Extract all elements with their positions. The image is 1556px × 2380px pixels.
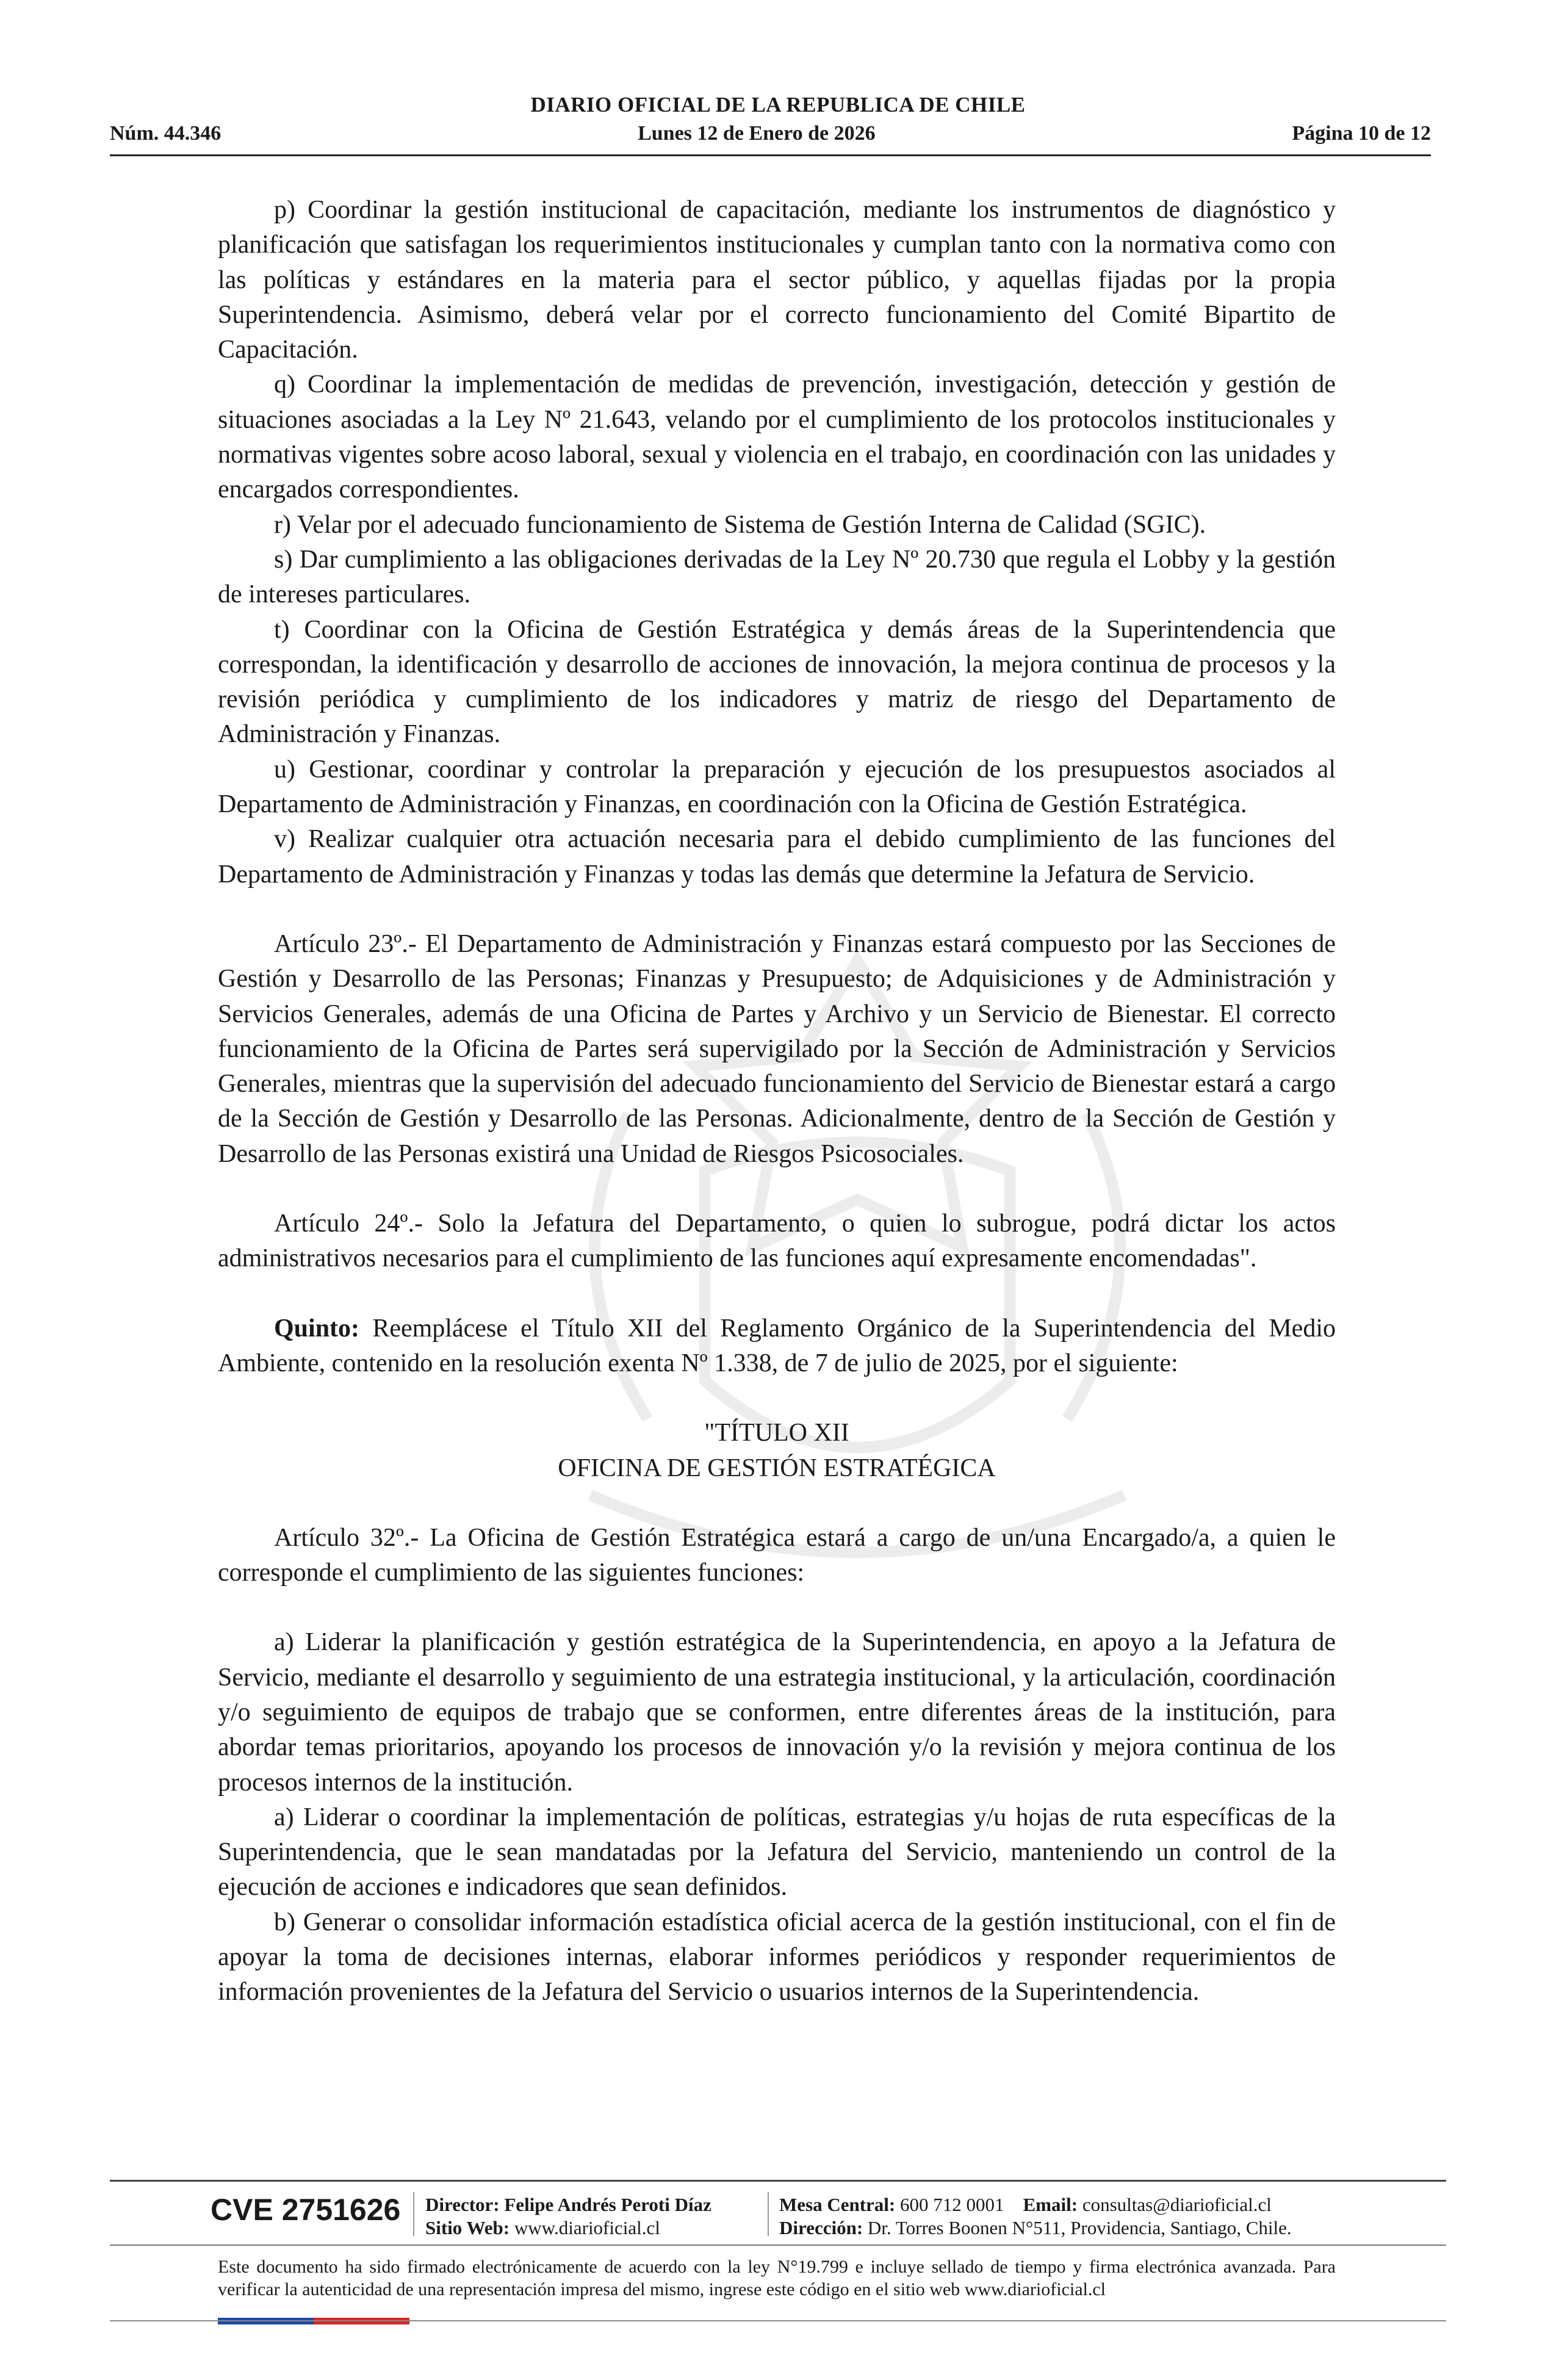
paragraph-p: p) Coordinar la gestión institucional de capacitación, mediante los instrumentos de diagnóstico y planificación que satisfagan los requerimientos institucionales y cumplan tanto con la normativa como con las políticas y estándares en la materia para el sector público, y aquellas fijadas por la propia Superintendencia. Asimismo, deberá velar por el correcto funcionamiento del Comité Bipartito de Capacitación. — [218, 196, 1336, 364]
article-32: Artículo 32º.- La Oficina de Gestión Estratégica estará a cargo de un/una Encargado/a, a quien le corresponde el cumplimiento de las siguientes funciones: — [218, 1523, 1336, 1587]
article-23: Artículo 23º.- El Departamento de Administración y Finanzas estará compuesto por las Secciones de Gestión y Desarrollo de las Personas; Finanzas y Presupuesto; de Adquisiciones y de Administración y Servicios Generales, además de una Oficina de Partes y Archivo y un Servicio de Bienestar. El correcto funcionamiento de la Oficina de Partes será supervigilado por la Sección de Administración y Servicios Generales, mientras que la supervisión del adecuado funcionamiento del Servicio de Bienestar estará a cargo de la Sección de Gestión y Desarrollo de las Personas. Adicionalmente, dentro de la Sección de Gestión y Desarrollo de las Personas existirá una Unidad de Riesgos Psicosociales. — [218, 929, 1336, 1168]
legal-notice: Este documento ha sido firmado electrónicamente de acuerdo con la ley N°19.799 e incluye sellado de tiempo y firma electrónica avanzada. Para verificar la autenticidad de una representación impresa del mismo, ingrese este código en el sitio web www.diarioficial.cl — [218, 2257, 1336, 2299]
address-label: Dirección: — [779, 2217, 863, 2238]
header-row — [110, 122, 1431, 145]
paragraph-t: t) Coordinar con la Oficina de Gestión Estratégica y demás áreas de la Superintendencia que correspondan, la identificación y desarrollo de acciones de innovación, la mejora continua de procesos y la revisión periódica y cumplimiento de los indicadores y matriz de riesgo del Departamento de Administración y Finanzas. — [218, 615, 1336, 749]
newspaper-title: DIARIO OFICIAL DE LA REPUBLICA DE CHILE — [530, 93, 1026, 117]
quinto-label: Quinto: — [274, 1314, 360, 1343]
function-b: b) Generar o consolidar información estadística oficial acerca de la gestión institucional, con el fin de apoyar la toma de decisiones internas, elaborar informes periódicos y responder requerimientos de información provenientes de la Jefatura del Servicio o usuarios internos de la Superintendencia. — [218, 1908, 1336, 2007]
footer-director-block — [425, 2193, 711, 2240]
email-label: Email: — [1023, 2194, 1078, 2215]
quinto-text: Reemplácese el Título XII del Reglamento Orgánico de la Superintendencia del Medio Ambiente, contenido en la resolución exenta Nº 1.338, de 7 de julio de 2025, por el siguiente: — [218, 1314, 1336, 1377]
paragraph-v: v) Realizar cualquier otra actuación necesaria para el debido cumplimiento de las funciones del Departamento de Administración y Finanzas y todas las demás que determine la Jefatura de Servicio. — [218, 825, 1336, 889]
footer-bottom-rule — [110, 2320, 1446, 2321]
footer-separator — [413, 2192, 414, 2236]
issue-date: Lunes 12 de Enero de 2026 — [638, 122, 876, 145]
footer-divider — [110, 2180, 1446, 2182]
email-link[interactable]: consultas@diarioficial.cl — [1082, 2194, 1272, 2215]
paragraph-r: r) Velar por el adecuado funcionamiento de Sistema de Gestión Interna de Calidad (SGIC). — [274, 510, 1206, 539]
footer-divider-2 — [110, 2245, 1446, 2246]
title-heading-line2: OFICINA DE GESTIÓN ESTRATÉGICA — [558, 1454, 996, 1482]
address-text: Dr. Torres Boonen N°511, Providencia, Santiago, Chile. — [867, 2217, 1292, 2238]
page-number: Página 10 de 12 — [1292, 122, 1431, 145]
website-line — [425, 2216, 711, 2240]
cve-code: CVE 2751626 — [211, 2193, 401, 2227]
contact-line — [779, 2193, 1292, 2216]
website-label: Sitio Web: — [425, 2217, 510, 2238]
director-label: Director: — [425, 2194, 500, 2215]
address-line — [779, 2216, 1292, 2240]
footer-contact-block — [779, 2193, 1292, 2240]
title-heading-line1: "TÍTULO XII — [704, 1419, 849, 1448]
function-a1: a) Liderar la planificación y gestión estratégica de la Superintendencia, en apoyo a la Jefatura de Servicio, mediante el desarrollo y seguimiento de una estrategia institucional, y la articulación, coordinación y/o seguimiento de equipos de trabajo que se conformen, entre diferentes áreas de la institución, para abordar temas prioritarios, apoyando los procesos de innovación y/o la revisión y mejora continua de los procesos internos de la institución. — [218, 1628, 1336, 1797]
paragraph-q: q) Coordinar la implementación de medidas de prevención, investigación, detección y gestión de situaciones asociadas a la Ley Nº 21.643, velando por el cumplimiento de los protocolos institucionales y normativas vigentes sobre acoso laboral, sexual y violencia en el trabajo, en coordinación con las unidades y encargados correspondientes. — [218, 370, 1336, 504]
paragraph-s: s) Dar cumplimiento a las obligaciones derivadas de la Ley Nº 20.730 que regula el Lobby y la gestión de intereses particulares. — [218, 545, 1336, 609]
mesa-label: Mesa Central: — [779, 2194, 896, 2215]
director-name: Felipe Andrés Peroti Díaz — [504, 2194, 711, 2215]
issue-number: Núm. 44.346 — [110, 122, 222, 145]
mesa-phone: 600 712 0001 — [900, 2194, 1004, 2215]
function-a2: a) Liderar o coordinar la implementación de políticas, estrategias y/u hojas de ruta específicas de la Superintendencia, que le sean mandatadas por la Jefatura del Servicio, manteniendo un control de la ejecución de acciones e indicadores que sean definidos. — [218, 1803, 1336, 1902]
director-line — [425, 2193, 711, 2216]
footer-separator — [768, 2192, 769, 2236]
article-24: Artículo 24º.- Solo la Jefatura del Departamento, o quien lo subrogue, podrá dictar los actos administrativos necesarios para el cumplimiento de las funciones aquí expresamente encomendadas". — [218, 1210, 1336, 1273]
paragraph-u: u) Gestionar, coordinar y controlar la preparación y ejecución de los presupuestos asociados al Departamento de Administración y Finanzas, en coordinación con la Oficina de Gestión Estratégica. — [218, 755, 1336, 819]
quinto-paragraph — [218, 1311, 1336, 1382]
website-link[interactable]: www.diarioficial.cl — [514, 2217, 660, 2238]
header-divider — [110, 154, 1431, 156]
document-body — [218, 193, 1336, 2010]
